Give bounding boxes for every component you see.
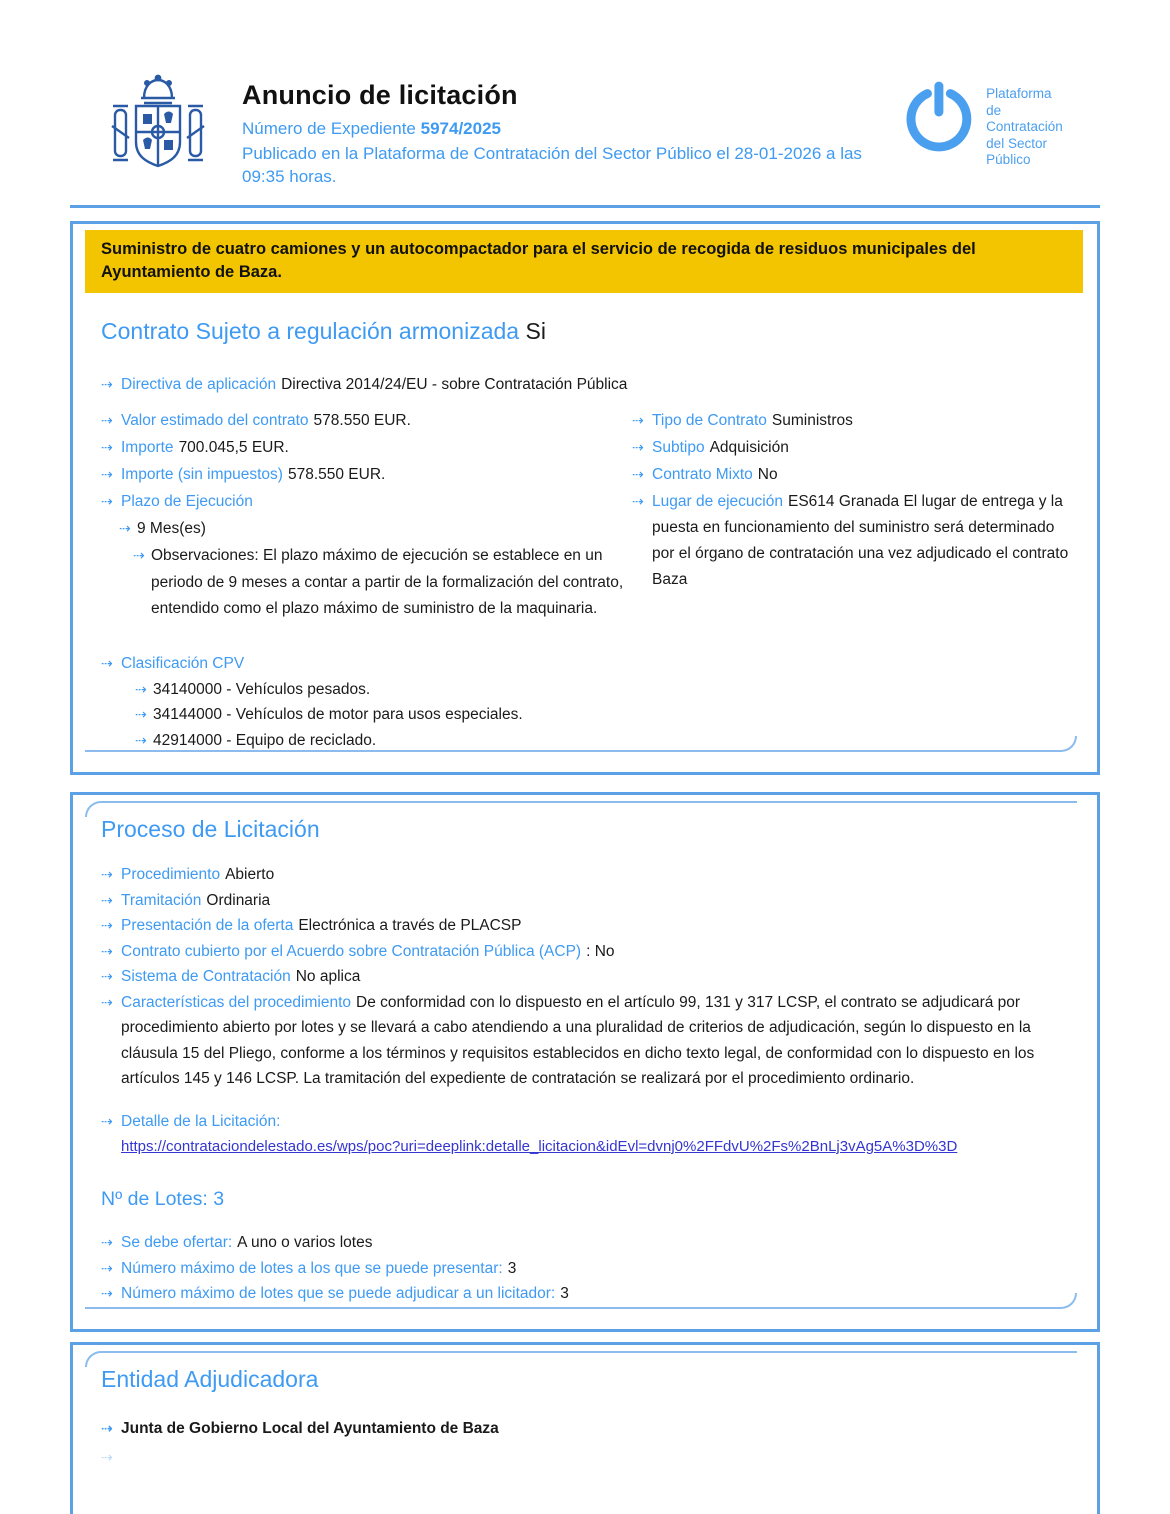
logo-text-line: Plataforma de	[986, 86, 1052, 118]
field-value: No aplica	[295, 968, 361, 985]
cpv-code-value: 42914000 - Equipo de reciclado.	[153, 731, 377, 749]
field-value: Junta de Gobierno Local del Ayuntamiento de Baza	[121, 1420, 499, 1437]
field-entidad-nombre	[101, 1415, 1077, 1442]
field-sistema-contratacion	[101, 964, 1077, 990]
dashed-arrow-icon: ⇢	[632, 439, 644, 455]
field-detalle-licitacion	[101, 1109, 1077, 1135]
dashed-arrow-icon: ⇢	[119, 520, 131, 536]
cpv-code-value: 34140000 - Vehículos pesados.	[153, 680, 371, 698]
detail-link-line	[101, 1135, 1077, 1158]
dashed-arrow-icon: ⇢	[101, 942, 113, 959]
field-label: Importe	[121, 439, 174, 456]
truncated-item	[101, 1444, 1077, 1471]
field-lugar-ejecucion	[632, 488, 1077, 593]
dashed-arrow-icon: ⇢	[133, 547, 145, 563]
section-proceso	[70, 792, 1100, 1332]
dashed-arrow-icon: ⇢	[101, 439, 113, 455]
field-label: Tipo de Contrato	[652, 412, 767, 429]
entidad-heading: Entidad Adjudicadora	[101, 1366, 319, 1392]
field-label: Subtipo	[652, 439, 705, 456]
field-valor-estimado	[101, 407, 632, 434]
section-entidad	[70, 1342, 1100, 1514]
field-label: Detalle de la Licitación:	[121, 1112, 281, 1130]
coat-of-arms-icon	[110, 74, 206, 184]
field-value: Observaciones: El plazo máximo de ejecución se establece en un periodo de 9 meses a contar a partir de la formalización del contrato, entendido como el plazo máximo de suministro de la maquinaria.	[151, 547, 624, 617]
contrato-columns	[101, 407, 1077, 623]
field-value: Ordinaria	[206, 891, 271, 909]
dashed-arrow-icon: ⇢	[101, 376, 113, 392]
field-label: Procedimiento	[121, 866, 221, 883]
document-header	[70, 0, 1100, 189]
dashed-arrow-icon: ⇢	[632, 466, 644, 482]
field-value: Suministros	[771, 412, 853, 429]
field-contrato-mixto	[632, 461, 1077, 488]
field-value: Adquisición	[709, 439, 789, 456]
field-label: Características del procedimiento	[121, 993, 352, 1011]
expediente-line	[242, 119, 902, 139]
expediente-value: 5974/2025	[420, 119, 501, 138]
dashed-arrow-icon: ⇢	[135, 680, 147, 697]
field-value: : No	[586, 942, 615, 960]
dashed-arrow-icon: ⇢	[101, 466, 113, 482]
placsp-logo-text	[986, 86, 1070, 169]
lotes-heading: Nº de Lotes: 3	[101, 1188, 225, 1210]
field-importe-sin-impuestos	[101, 461, 632, 488]
field-label: Número máximo de lotes que se puede adjudicar a un licitador:	[121, 1285, 556, 1302]
dashed-arrow-icon: ⇢	[101, 1234, 113, 1250]
field-value: Electrónica a través de PLACSP	[298, 917, 522, 934]
field-label: Lugar de ejecución	[652, 493, 783, 510]
field-label: Tramitación	[121, 891, 202, 909]
field-presentacion-oferta	[101, 913, 1077, 939]
dashed-arrow-icon: ⇢	[101, 993, 113, 1010]
field-value: A uno o varios lotes	[237, 1234, 373, 1251]
contrato-column-left	[101, 407, 632, 623]
dashed-arrow-icon: ⇢	[101, 968, 113, 984]
header-text-block	[242, 80, 902, 188]
logo-text-line: Público	[986, 152, 1031, 167]
field-value: No	[757, 466, 778, 483]
field-se-debe-ofertar	[101, 1230, 1077, 1256]
field-label: Directiva de aplicación	[121, 376, 277, 393]
dashed-arrow-icon: ⇢	[101, 1112, 113, 1129]
dashed-arrow-icon: ⇢	[101, 1259, 113, 1276]
field-tramitacion	[101, 888, 1077, 914]
field-procedimiento	[101, 862, 1077, 888]
field-observaciones	[101, 542, 632, 623]
field-label: Se debe ofertar:	[121, 1234, 233, 1251]
contrato-heading-value: Si	[525, 318, 546, 344]
dashed-arrow-icon: ⇢	[101, 1285, 113, 1301]
dashed-arrow-icon: ⇢	[101, 1420, 113, 1436]
field-label: Importe (sin impuestos)	[121, 466, 283, 483]
field-max-lotes-presentar	[101, 1256, 1077, 1282]
field-value: 700.045,5 EUR.	[178, 439, 289, 456]
contrato-heading	[101, 318, 1077, 345]
page-title: Anuncio de licitación	[242, 80, 518, 110]
field-label: Valor estimado del contrato	[121, 412, 309, 429]
contrato-heading-label: Contrato Sujeto a regulación armonizada	[101, 318, 520, 344]
field-value: 3	[507, 1259, 517, 1277]
field-value: Directiva 2014/24/EU - sobre Contratación Pública	[281, 376, 628, 393]
field-clasificacion-cpv	[101, 650, 1077, 677]
cpv-code-item	[101, 728, 1077, 754]
field-value: 3	[560, 1285, 569, 1302]
field-tipo-contrato	[632, 407, 1077, 434]
field-value: 578.550 EUR.	[287, 466, 386, 483]
field-label: Contrato Mixto	[652, 466, 753, 483]
field-label: Sistema de Contratación	[121, 968, 291, 985]
field-caracteristicas	[101, 990, 1077, 1092]
field-value: Abierto	[225, 866, 275, 883]
field-label: Contrato cubierto por el Acuerdo sobre Contratación Pública (ACP)	[121, 942, 582, 960]
field-label: Clasificación CPV	[121, 654, 245, 672]
contract-title-banner: Suministro de cuatro camiones y un autocompactador para el servicio de recogida de residuos municipales del Ayuntamiento de Baza.	[85, 230, 1083, 293]
spain-coat-of-arms-logo	[110, 74, 206, 189]
power-icon	[902, 80, 976, 154]
field-value: 9 Mes(es)	[137, 520, 206, 537]
field-plazo-ejecucion	[101, 488, 632, 515]
proceso-heading: Proceso de Licitación	[101, 816, 320, 842]
inner-border-top	[85, 1351, 1077, 1367]
header-divider	[70, 205, 1100, 208]
dashed-arrow-icon: ⇢	[632, 412, 644, 428]
dashed-arrow-icon: ⇢	[101, 1449, 113, 1465]
inner-border-top	[85, 801, 1077, 817]
field-acp	[101, 939, 1077, 965]
lotes-items	[101, 1230, 1077, 1307]
field-max-lotes-adjudicar	[101, 1281, 1077, 1307]
field-value: 578.550 EUR.	[313, 412, 411, 429]
dashed-arrow-icon: ⇢	[135, 731, 147, 748]
field-value: ES614 Granada El lugar de entrega y la puesta en funcionamiento del suministro será determinado por el órgano de contratación una vez adjudicado el contrato Baza	[652, 493, 1069, 588]
field-directiva	[101, 371, 1077, 398]
contrato-column-right	[632, 407, 1077, 623]
published-line: Publicado en la Plataforma de Contratación del Sector Público el 28-01-2026 a las 09:35 horas.	[242, 144, 862, 186]
field-plazo-meses	[101, 515, 632, 542]
field-label: Presentación de la oferta	[121, 917, 294, 934]
field-value: De conformidad con lo dispuesto en el artículo 99, 131 y 317 LCSP, el contrato se adjudicará por procedimiento abierto por lotes y se llevará a cabo atendiendo a una pluralidad de criterios de adjudicación, según lo dispuesto en la cláusula 15 del Pliego, conforme a los términos y requisitos establecidos en dicho texto legal, de conformidad con lo dispuesto en los artículos 145 y 146 LCSP. La tramitación del expediente de contratación se realizará por el procedimiento ordinario.	[121, 993, 1035, 1087]
field-label: Plazo de Ejecución	[121, 493, 253, 510]
dashed-arrow-icon: ⇢	[101, 654, 113, 671]
field-importe	[101, 434, 632, 461]
cpv-code-item	[101, 677, 1077, 703]
field-subtipo	[632, 434, 1077, 461]
dashed-arrow-icon: ⇢	[101, 412, 113, 428]
dashed-arrow-icon: ⇢	[101, 891, 113, 908]
logo-text-line: Contratación	[986, 119, 1063, 134]
dashed-arrow-icon: ⇢	[135, 706, 147, 722]
dashed-arrow-icon: ⇢	[101, 493, 113, 509]
cpv-code-item	[101, 702, 1077, 728]
placsp-logo	[902, 74, 1070, 169]
dashed-arrow-icon: ⇢	[101, 866, 113, 882]
section-contrato	[70, 221, 1100, 775]
detail-link[interactable]: https://contrataciondelestado.es/wps/poc?uri=deeplink:detalle_licitacion&idEvl=dvnj0%2FFdvU%2Fs%2BnLj3vAg5A%3D%3D	[121, 1138, 958, 1155]
dashed-arrow-icon: ⇢	[101, 917, 113, 933]
expediente-label: Número de Expediente	[242, 119, 416, 138]
dashed-arrow-icon: ⇢	[632, 493, 644, 509]
field-label: Número máximo de lotes a los que se puede presentar:	[121, 1259, 503, 1277]
cpv-code-value: 34144000 - Vehículos de motor para usos especiales.	[153, 706, 523, 723]
logo-text-line: del Sector	[986, 135, 1047, 151]
